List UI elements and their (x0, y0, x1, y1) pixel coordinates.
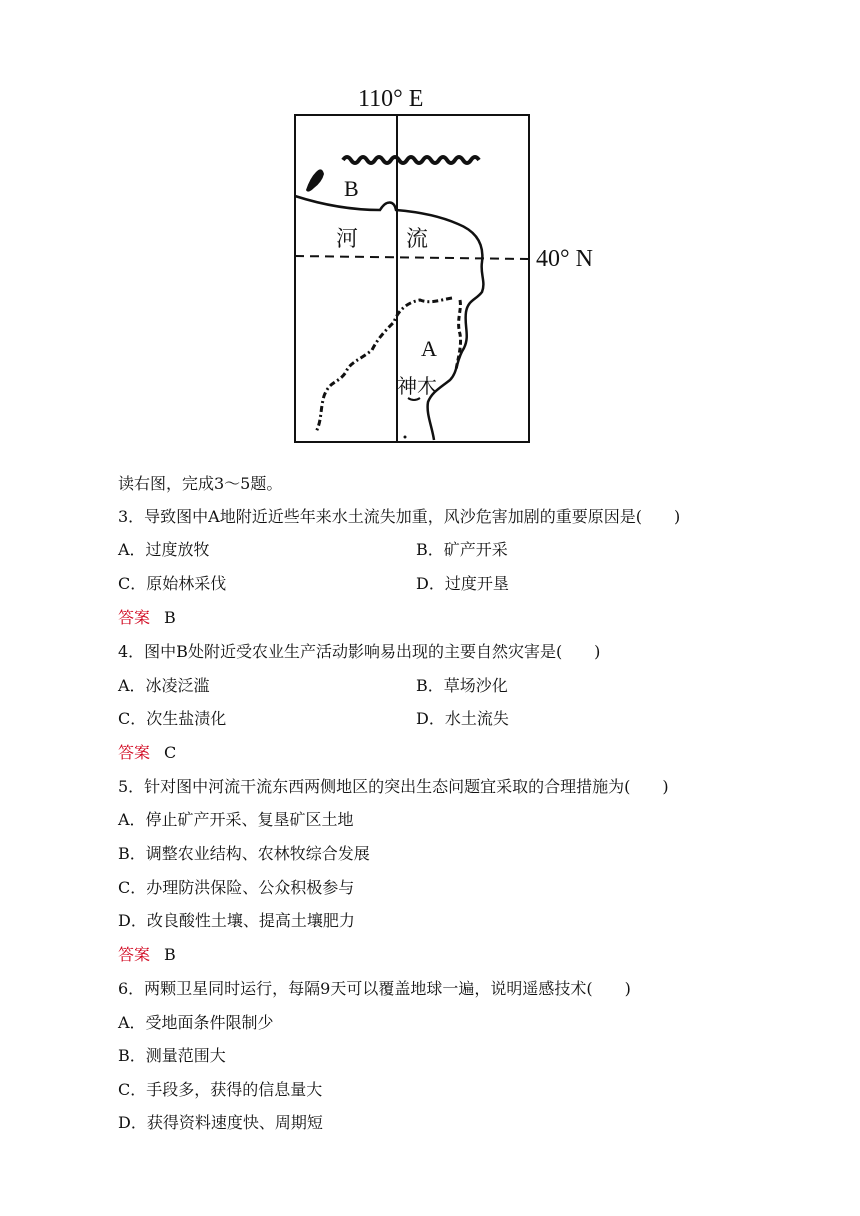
river-label-2: 流 (406, 227, 429, 252)
question-3-answer (118, 608, 176, 628)
question-5-option-b: B．调整农业结构、农林牧综合发展 (118, 844, 370, 863)
answer-label: 答案 (118, 608, 151, 627)
province-boundary (316, 298, 452, 432)
answer-value: C (164, 743, 177, 762)
question-4-option-b: B．草场沙化 (416, 676, 508, 695)
city-label-shenmu: 神木 (397, 374, 437, 398)
question-3-option-c: C．原始林采伐 (118, 574, 227, 593)
question-4-option-a: A．冰凌泛滥 (118, 676, 210, 695)
river-label-1: 河 (336, 227, 359, 252)
map-label-a: A (421, 336, 437, 361)
question-6-stem: 6．两颗卫星同时运行，每隔9天可以覆盖地球一遍，说明遥感技术( ) (118, 979, 631, 998)
question-3-option-b: B．矿产开采 (416, 540, 508, 559)
answer-value: B (164, 945, 176, 964)
longitude-label: 110° E (358, 86, 424, 112)
question-4-option-d: D．水土流失 (416, 709, 509, 728)
question-3-option-d: D．过度开垦 (416, 574, 509, 593)
question-6-option-d: D．获得资料速度快、周期短 (118, 1113, 323, 1132)
question-5-option-c: C．办理防洪保险、公众积极参与 (118, 878, 355, 897)
latitude-label: 40° N (536, 246, 593, 272)
answer-value: B (164, 608, 176, 627)
question-4-option-c: C．次生盐渍化 (118, 709, 227, 728)
intro-text: 读右图，完成3～5题。 (118, 474, 283, 493)
question-4-answer (118, 743, 176, 763)
question-6-option-b: B．测量范围大 (118, 1046, 226, 1065)
map-dot (404, 436, 407, 439)
answer-label: 答案 (118, 945, 151, 964)
lake-blob (306, 169, 324, 191)
question-4-stem: 4．图中B处附近受农业生产活动影响易出现的主要自然灾害是( ) (118, 642, 601, 661)
parallel-40n (295, 256, 528, 259)
question-5-option-d: D．改良酸性土壤、提高土壤肥力 (118, 911, 355, 930)
answer-label: 答案 (118, 743, 151, 762)
question-5-answer (118, 945, 176, 965)
question-6-option-c: C．手段多，获得的信息量大 (118, 1080, 323, 1099)
question-3-stem: 3．导致图中A地附近近些年来水土流失加重，风沙危害加剧的重要原因是( ) (118, 507, 681, 526)
question-3-option-a: A．过度放牧 (118, 540, 210, 559)
map-label-b: B (344, 176, 359, 201)
question-5-option-a: A．停止矿产开采、复垦矿区土地 (118, 810, 354, 829)
northern-boundary (343, 157, 479, 163)
question-5-stem: 5．针对图中河流干流东西两侧地区的突出生态问题宜采取的合理措施为( ) (118, 777, 669, 796)
question-6-option-a: A．受地面条件限制少 (118, 1013, 274, 1032)
